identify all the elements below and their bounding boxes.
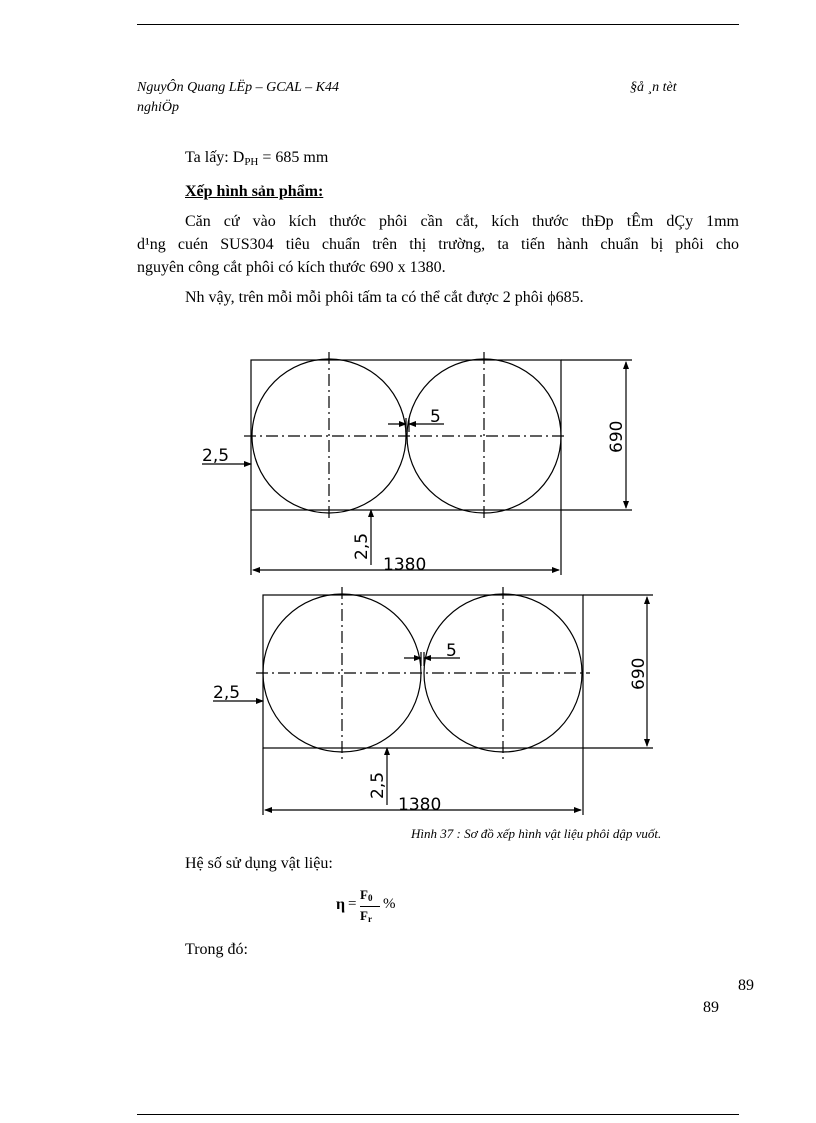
gap-label-2: 5 <box>446 641 457 661</box>
formula-percent: % <box>383 896 396 912</box>
edge-left-label-1: 2,5 <box>202 446 230 466</box>
para1-line1: Căn cứ vào kích thước phôi cần cắt, kích thước thÐp tÊm dÇy 1mm <box>185 213 739 230</box>
para1-line2: d¹ng cuén SUS304 tiêu chuẩn trên thị trường, ta tiến hành chuẩn bị phôi cho <box>137 236 739 253</box>
header-author: NguyÔn Quang LËp – GCAL – K44 <box>137 80 339 95</box>
formula-equals: = <box>348 896 357 912</box>
numerator-subscript: 0 <box>367 893 373 903</box>
header-author-cont: nghiÖp <box>137 100 179 115</box>
numerator-symbol: F <box>360 887 368 902</box>
denominator-subscript: r <box>367 914 372 924</box>
height-label-2: 690 <box>629 657 649 690</box>
formula-eta: η <box>336 896 346 913</box>
para2: Nh vậy, trên mỗi mỗi phôi tấm ta có thể cắt được 2 phôi ϕ685. <box>185 289 584 306</box>
gap-label-1: 5 <box>430 407 441 427</box>
fraction-bar <box>360 906 380 907</box>
coef-label: Hệ số sử dụng vật liệu: <box>185 855 333 872</box>
width-label-1: 1380 <box>383 555 427 575</box>
usage-formula <box>336 887 416 927</box>
page-number-outer: 89 <box>738 977 754 994</box>
page-number-inner: 89 <box>703 999 719 1016</box>
ta-lay-prefix: Ta lấy: D <box>185 149 245 166</box>
edge-bottom-label-1: 2,5 <box>352 532 372 560</box>
ta-lay-suffix: = 685 mm <box>258 149 329 166</box>
edge-left-label-2: 2,5 <box>213 683 241 703</box>
sheet-outline-2 <box>263 595 583 748</box>
height-label-1: 690 <box>607 420 627 453</box>
width-label-2: 1380 <box>398 795 442 815</box>
para1-line3: nguyên công cắt phôi có kích thước 690 x 1380. <box>137 259 446 276</box>
formula-numerator <box>360 887 372 903</box>
layout-drawing-2 <box>213 587 653 815</box>
edge-bottom-label-2: 2,5 <box>368 771 388 799</box>
section-heading: Xếp hình sản phẩm: <box>185 183 324 200</box>
ta-lay-subscript: PH <box>244 156 259 168</box>
denominator-symbol: F <box>360 908 368 923</box>
header-thesis: §å ¸n tèt <box>630 80 677 95</box>
formula-denominator <box>360 908 372 924</box>
trong-do-label: Trong đó: <box>185 941 248 958</box>
layout-drawing-1 <box>202 352 632 575</box>
figure-caption: Hình 37 : Sơ đồ xếp hình vật liệu phôi dập vuốt. <box>411 826 662 841</box>
